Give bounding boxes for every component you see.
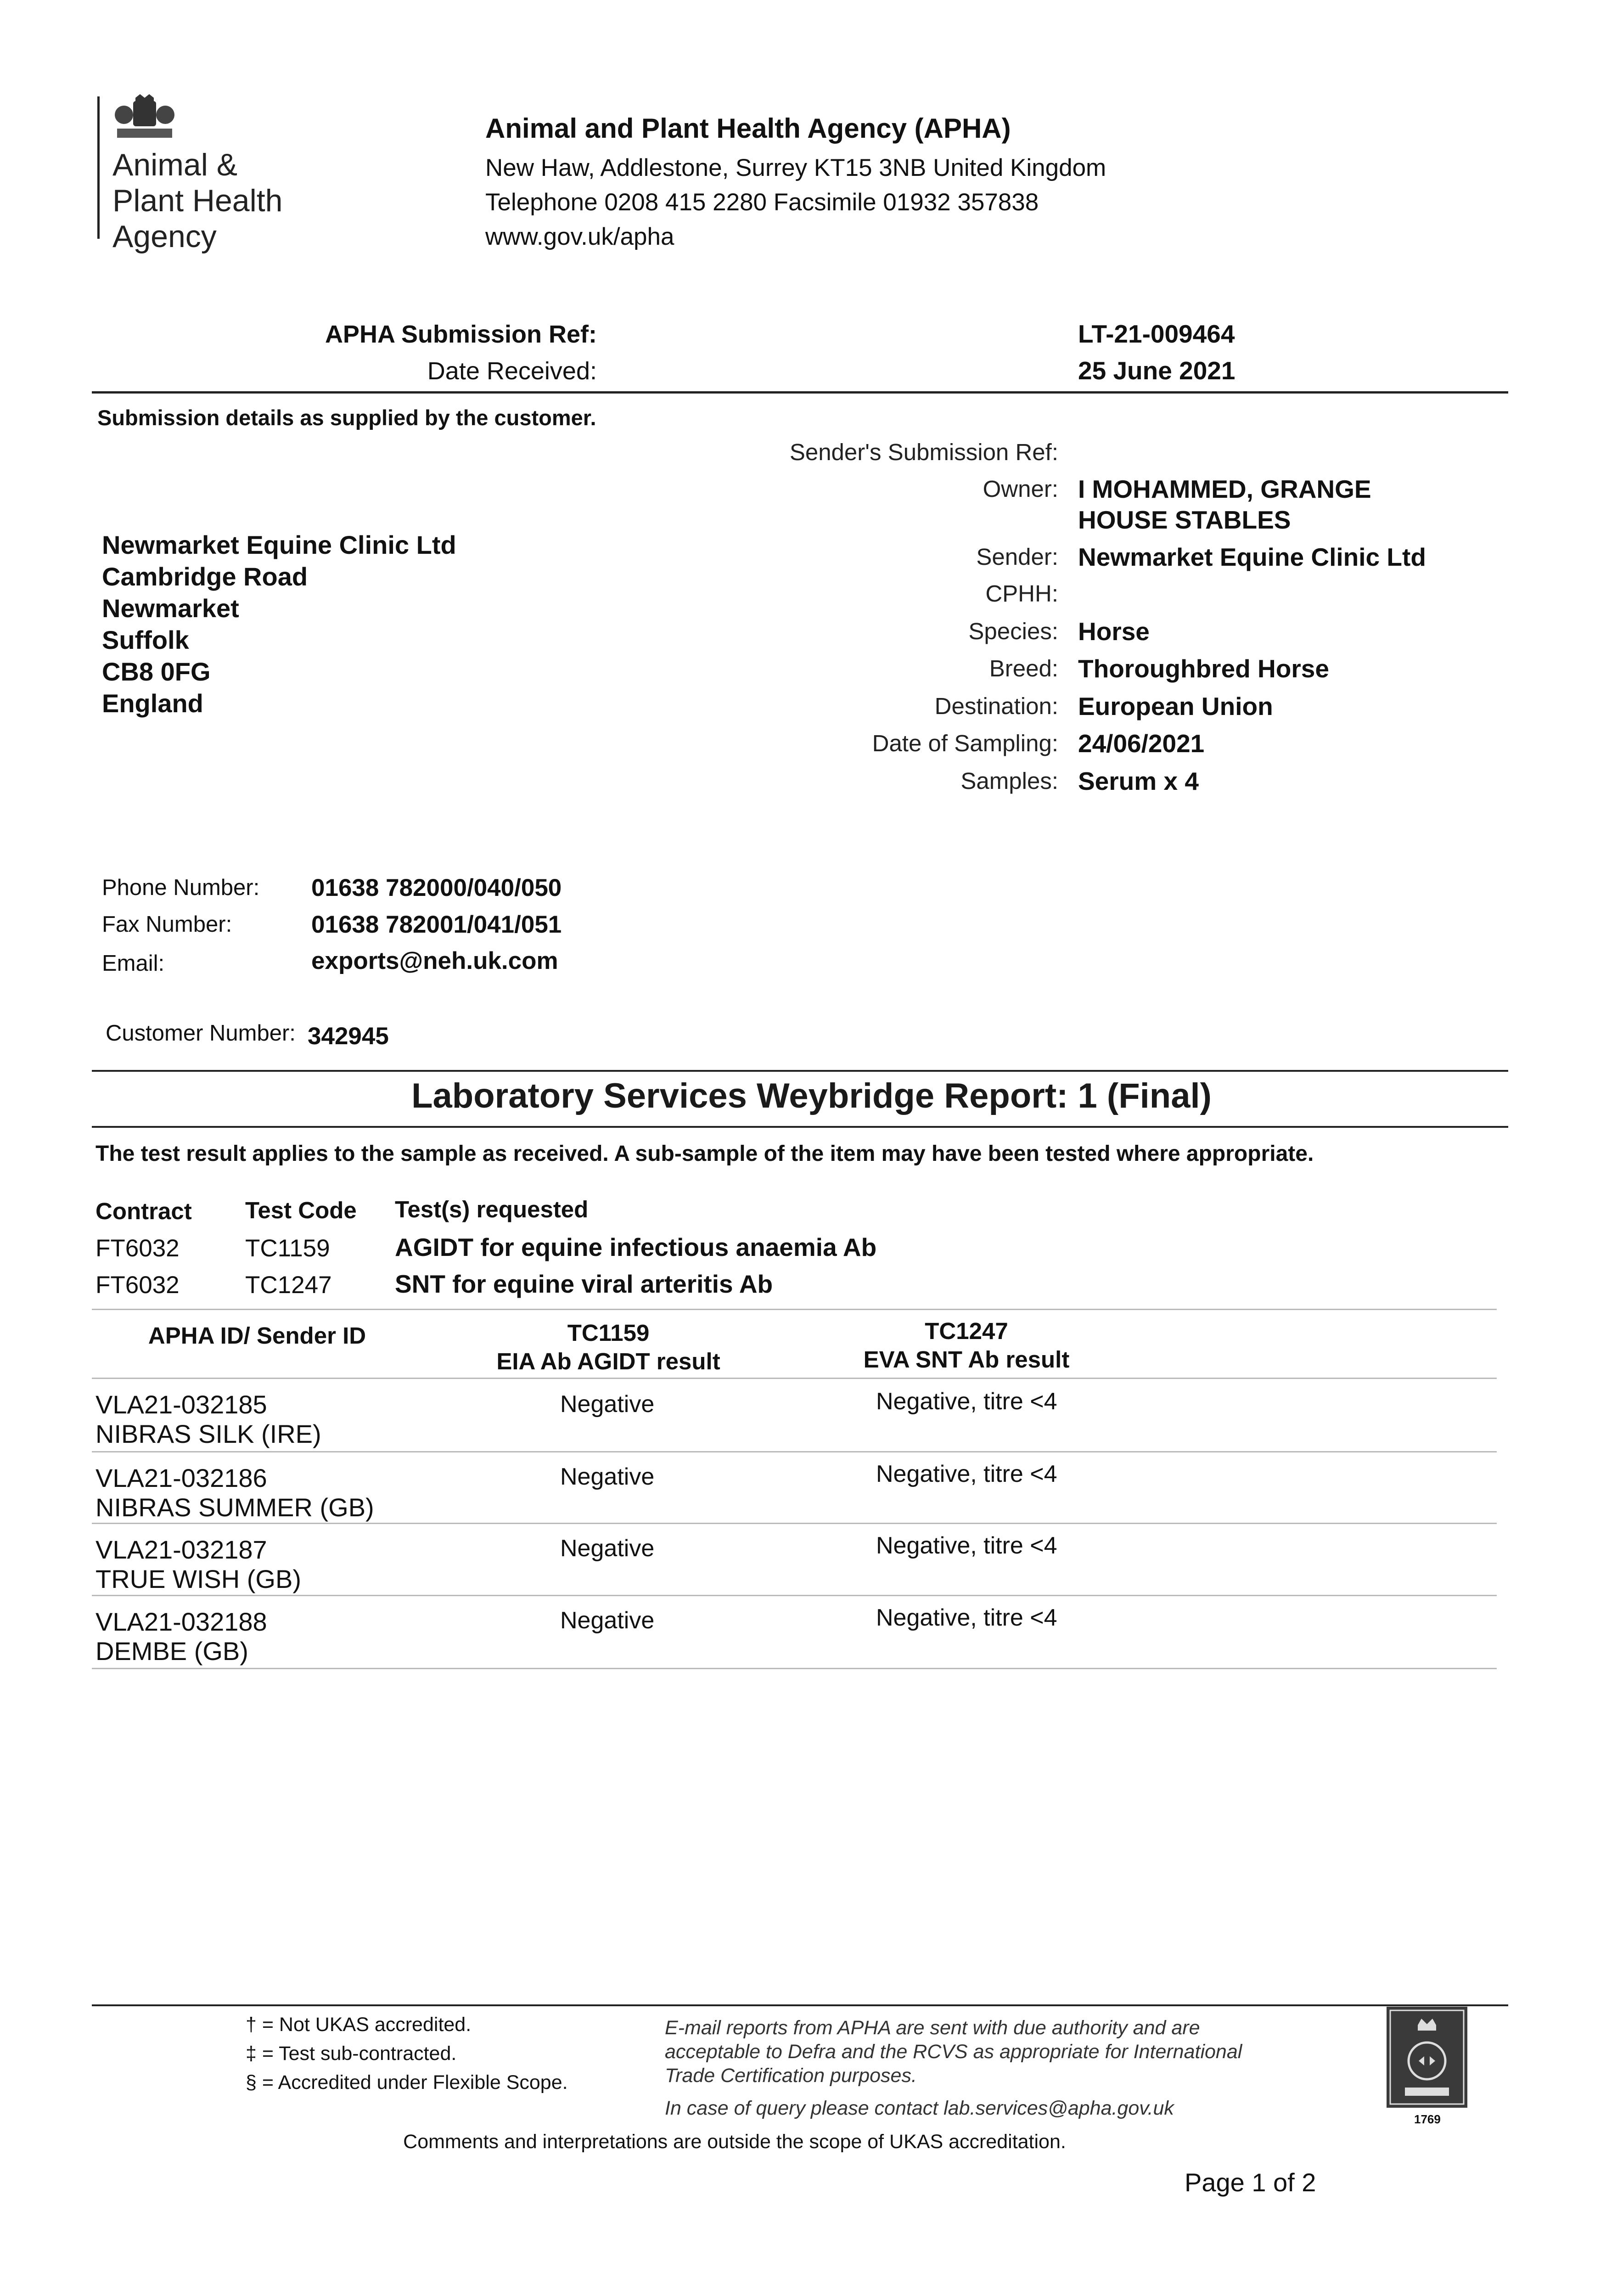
species-value: Horse: [1078, 617, 1150, 646]
eia-result: Negative: [560, 1535, 655, 1562]
logo-line-2: Plant Health: [112, 183, 283, 218]
email-label: Email:: [102, 951, 165, 976]
test-contract: FT6032: [95, 1235, 180, 1262]
sender-label: Sender:: [976, 544, 1058, 570]
samples-label: Samples:: [960, 768, 1058, 794]
email-value[interactable]: exports@neh.uk.com: [311, 947, 558, 974]
report-rule-top: [92, 1070, 1508, 1072]
query-note: In case of query please contact lab.services@apha.gov.uk: [665, 2097, 1174, 2119]
table-row: [95, 1535, 301, 1594]
key-subcontracted: ‡ = Test sub-contracted.: [246, 2043, 457, 2065]
address-line: Newmarket Equine Clinic Ltd: [102, 530, 456, 559]
header-rule: [92, 391, 1508, 394]
key-flexible-scope: § = Accredited under Flexible Scope.: [246, 2071, 568, 2093]
horse-name: NIBRAS SUMMER (GB): [95, 1493, 374, 1522]
ukas-logo-icon: [1387, 2007, 1467, 2108]
submission-ref-value: LT-21-009464: [1078, 320, 1235, 348]
eva-result: Negative, titre <4: [876, 1532, 1057, 1559]
results-header-divider: [92, 1378, 1497, 1379]
comments-note: Comments and interpretations are outside the scope of UKAS accreditation.: [403, 2131, 1066, 2153]
owner-value: I MOHAMMED, GRANGE: [1078, 475, 1371, 503]
sample-id: VLA21-032186: [95, 1463, 267, 1492]
contract-header: Contract: [95, 1198, 192, 1224]
sample-id: VLA21-032185: [95, 1390, 267, 1419]
address-line: Suffolk: [102, 625, 189, 654]
agency-website[interactable]: www.gov.uk/apha: [485, 223, 674, 250]
address-line: Cambridge Road: [102, 562, 308, 591]
agency-title: Animal and Plant Health Agency (APHA): [485, 113, 1011, 144]
address-line: CB8 0FG: [102, 657, 211, 686]
eva-result: Negative, titre <4: [876, 1461, 1057, 1487]
report-rule-bottom: [92, 1126, 1508, 1128]
row-divider: [92, 1595, 1497, 1596]
eia-header: [459, 1319, 758, 1376]
owner-label: Owner:: [983, 476, 1058, 502]
ukas-number: 1769: [1414, 2112, 1441, 2126]
address-line: England: [102, 689, 203, 718]
fax-label: Fax Number:: [102, 912, 232, 937]
table-row: [95, 1390, 321, 1449]
eva-header-code: TC1247: [925, 1318, 1008, 1344]
key-not-ukas: † = Not UKAS accredited.: [246, 2014, 472, 2036]
row-divider: [92, 1451, 1497, 1452]
sampling-date-label: Date of Sampling:: [872, 730, 1058, 756]
sample-id: VLA21-032188: [95, 1607, 267, 1636]
destination-label: Destination:: [934, 693, 1058, 719]
page-number: Page 1 of 2: [1185, 2168, 1316, 2197]
horse-name: DEMBE (GB): [95, 1637, 248, 1666]
eva-result: Negative, titre <4: [876, 1388, 1057, 1415]
eia-header-code: TC1159: [567, 1320, 650, 1346]
table-row: [95, 1607, 267, 1666]
customer-number-label: Customer Number:: [106, 1021, 296, 1046]
cphh-label: CPHH:: [985, 580, 1058, 607]
test-name: AGIDT for equine infectious anaemia Ab: [395, 1233, 877, 1261]
row-divider: [92, 1668, 1497, 1669]
eva-result: Negative, titre <4: [876, 1604, 1057, 1631]
owner-value-cont: HOUSE STABLES: [1078, 506, 1291, 534]
horse-name: NIBRAS SILK (IRE): [95, 1419, 321, 1448]
test-contract: FT6032: [95, 1272, 180, 1299]
horse-name: TRUE WISH (GB): [95, 1564, 301, 1593]
phone-value: 01638 782000/040/050: [311, 874, 562, 901]
email-note-line: Trade Certification purposes.: [665, 2065, 917, 2087]
test-code: TC1247: [245, 1272, 332, 1299]
test-code: TC1159: [245, 1235, 330, 1262]
email-note: [665, 2016, 1242, 2088]
samples-value: Serum x 4: [1078, 767, 1199, 795]
eia-result: Negative: [560, 1607, 655, 1634]
agency-telephone: Telephone 0208 415 2280 Facsimile 01932 357838: [485, 189, 1039, 216]
test-code-header: Test Code: [245, 1197, 357, 1223]
date-received-value: 25 June 2021: [1078, 356, 1236, 385]
eva-header-name: EVA SNT Ab result: [863, 1346, 1070, 1373]
eva-header: [817, 1317, 1116, 1374]
result-disclaimer: The test result applies to the sample as received. A sub-sample of the item may have been tested where appropriate.: [95, 1142, 1314, 1166]
destination-value: European Union: [1078, 692, 1273, 720]
tests-divider: [92, 1309, 1497, 1310]
species-label: Species:: [968, 618, 1058, 644]
senders-ref-label: Sender's Submission Ref:: [789, 439, 1058, 465]
logo-divider: [97, 96, 100, 239]
breed-label: Breed:: [989, 655, 1058, 681]
email-note-line: E-mail reports from APHA are sent with due authority and are: [665, 2017, 1200, 2039]
tests-requested-header: Test(s) requested: [395, 1196, 589, 1222]
agency-address: New Haw, Addlestone, Surrey KT15 3NB United Kingdom: [485, 154, 1106, 181]
fax-value: 01638 782001/041/051: [311, 911, 562, 938]
report-title: Laboratory Services Weybridge Report: 1 (Final): [411, 1076, 1212, 1115]
date-received-label: Date Received:: [427, 357, 597, 385]
test-name: SNT for equine viral arteritis Ab: [395, 1270, 773, 1298]
id-header: APHA ID/ Sender ID: [148, 1322, 366, 1349]
submission-heading: Submission details as supplied by the customer.: [97, 405, 596, 430]
eia-result: Negative: [560, 1463, 655, 1490]
address-line: Newmarket: [102, 594, 239, 623]
logo-line-3: Agency: [112, 219, 217, 254]
royal-crest-icon: [110, 94, 179, 145]
breed-value: Thoroughbred Horse: [1078, 654, 1329, 683]
email-note-line: acceptable to Defra and the RCVS as appropriate for International: [665, 2041, 1242, 2063]
sample-id: VLA21-032187: [95, 1535, 267, 1564]
sampling-date-value: 24/06/2021: [1078, 729, 1205, 758]
customer-number-value: 342945: [308, 1023, 389, 1050]
row-divider: [92, 1523, 1497, 1524]
eia-result: Negative: [560, 1391, 655, 1418]
table-row: [95, 1463, 374, 1522]
sender-value: Newmarket Equine Clinic Ltd: [1078, 543, 1426, 571]
eia-header-name: EIA Ab AGIDT result: [496, 1348, 720, 1374]
footer-rule: [92, 2004, 1508, 2006]
logo-line-1: Animal &: [112, 147, 238, 182]
agency-logo: [112, 147, 282, 254]
phone-label: Phone Number:: [102, 875, 260, 900]
customer-address: [102, 529, 456, 719]
submission-ref-label: APHA Submission Ref:: [325, 321, 597, 348]
